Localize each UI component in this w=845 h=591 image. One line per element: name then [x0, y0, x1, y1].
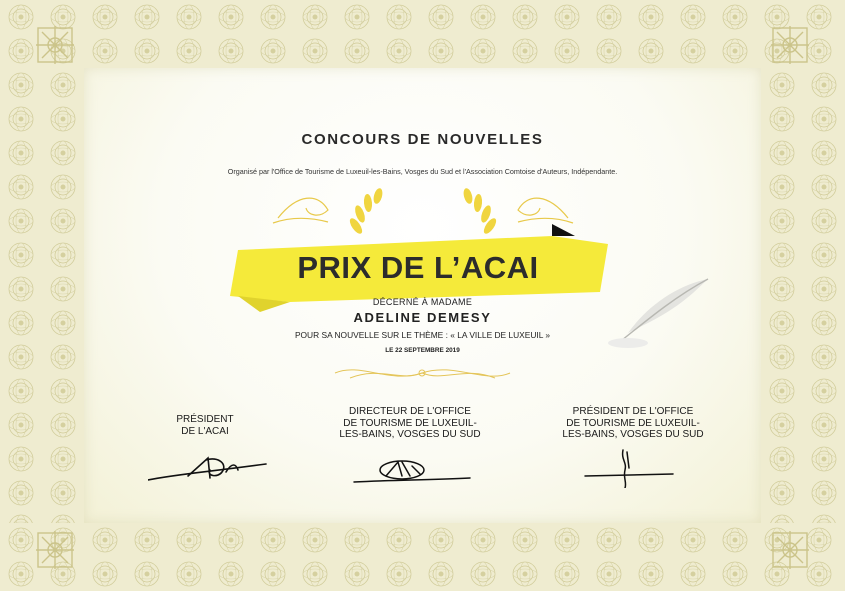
certificate-title: CONCOURS DE NOUVELLES: [301, 131, 544, 148]
signature-3: [583, 446, 675, 488]
signature-1: [148, 452, 268, 486]
signatory-2-title: DIRECTEUR DE L'OFFICE DE TOURISME DE LUXEUIL- LES-BAINS, VOSGES DU SUD: [339, 406, 481, 440]
quill-feather-icon: [598, 275, 718, 355]
theme-line: POUR SA NOUVELLE SUR LE THÈME : « LA VILLE DE LUXEUIL »: [294, 330, 551, 340]
organizer-line: Organisé par l'Office de Tourisme de Luxeuil-les-Bains, Vosges du Sud et l'Association Comtoise d'Auteurs, Indépendante.: [227, 167, 618, 176]
prize-title: PRIX DE L’ACAI: [297, 250, 539, 285]
flourish-divider-icon: [330, 360, 515, 386]
recipient-name: ADELINE DEMESY: [353, 310, 492, 325]
corner-ornament-icon: [767, 22, 813, 68]
signatory-3-title: PRÉSIDENT DE L'OFFICE DE TOURISME DE LUXEUIL- LES-BAINS, VOSGES DU SUD: [562, 406, 704, 440]
corner-ornament-icon: [32, 22, 78, 68]
signature-2: [350, 456, 472, 488]
border-bottom: [0, 523, 845, 591]
corner-ornament-icon: [767, 527, 813, 573]
signatory-1-title: PRÉSIDENT DE L'ACAI: [176, 414, 234, 437]
corner-ornament-icon: [32, 527, 78, 573]
awarded-label: DÉCERNÉ À MADAME: [372, 297, 473, 307]
border-top: [0, 0, 845, 68]
award-date: LE 22 SEPTEMBRE 2019: [385, 347, 460, 354]
